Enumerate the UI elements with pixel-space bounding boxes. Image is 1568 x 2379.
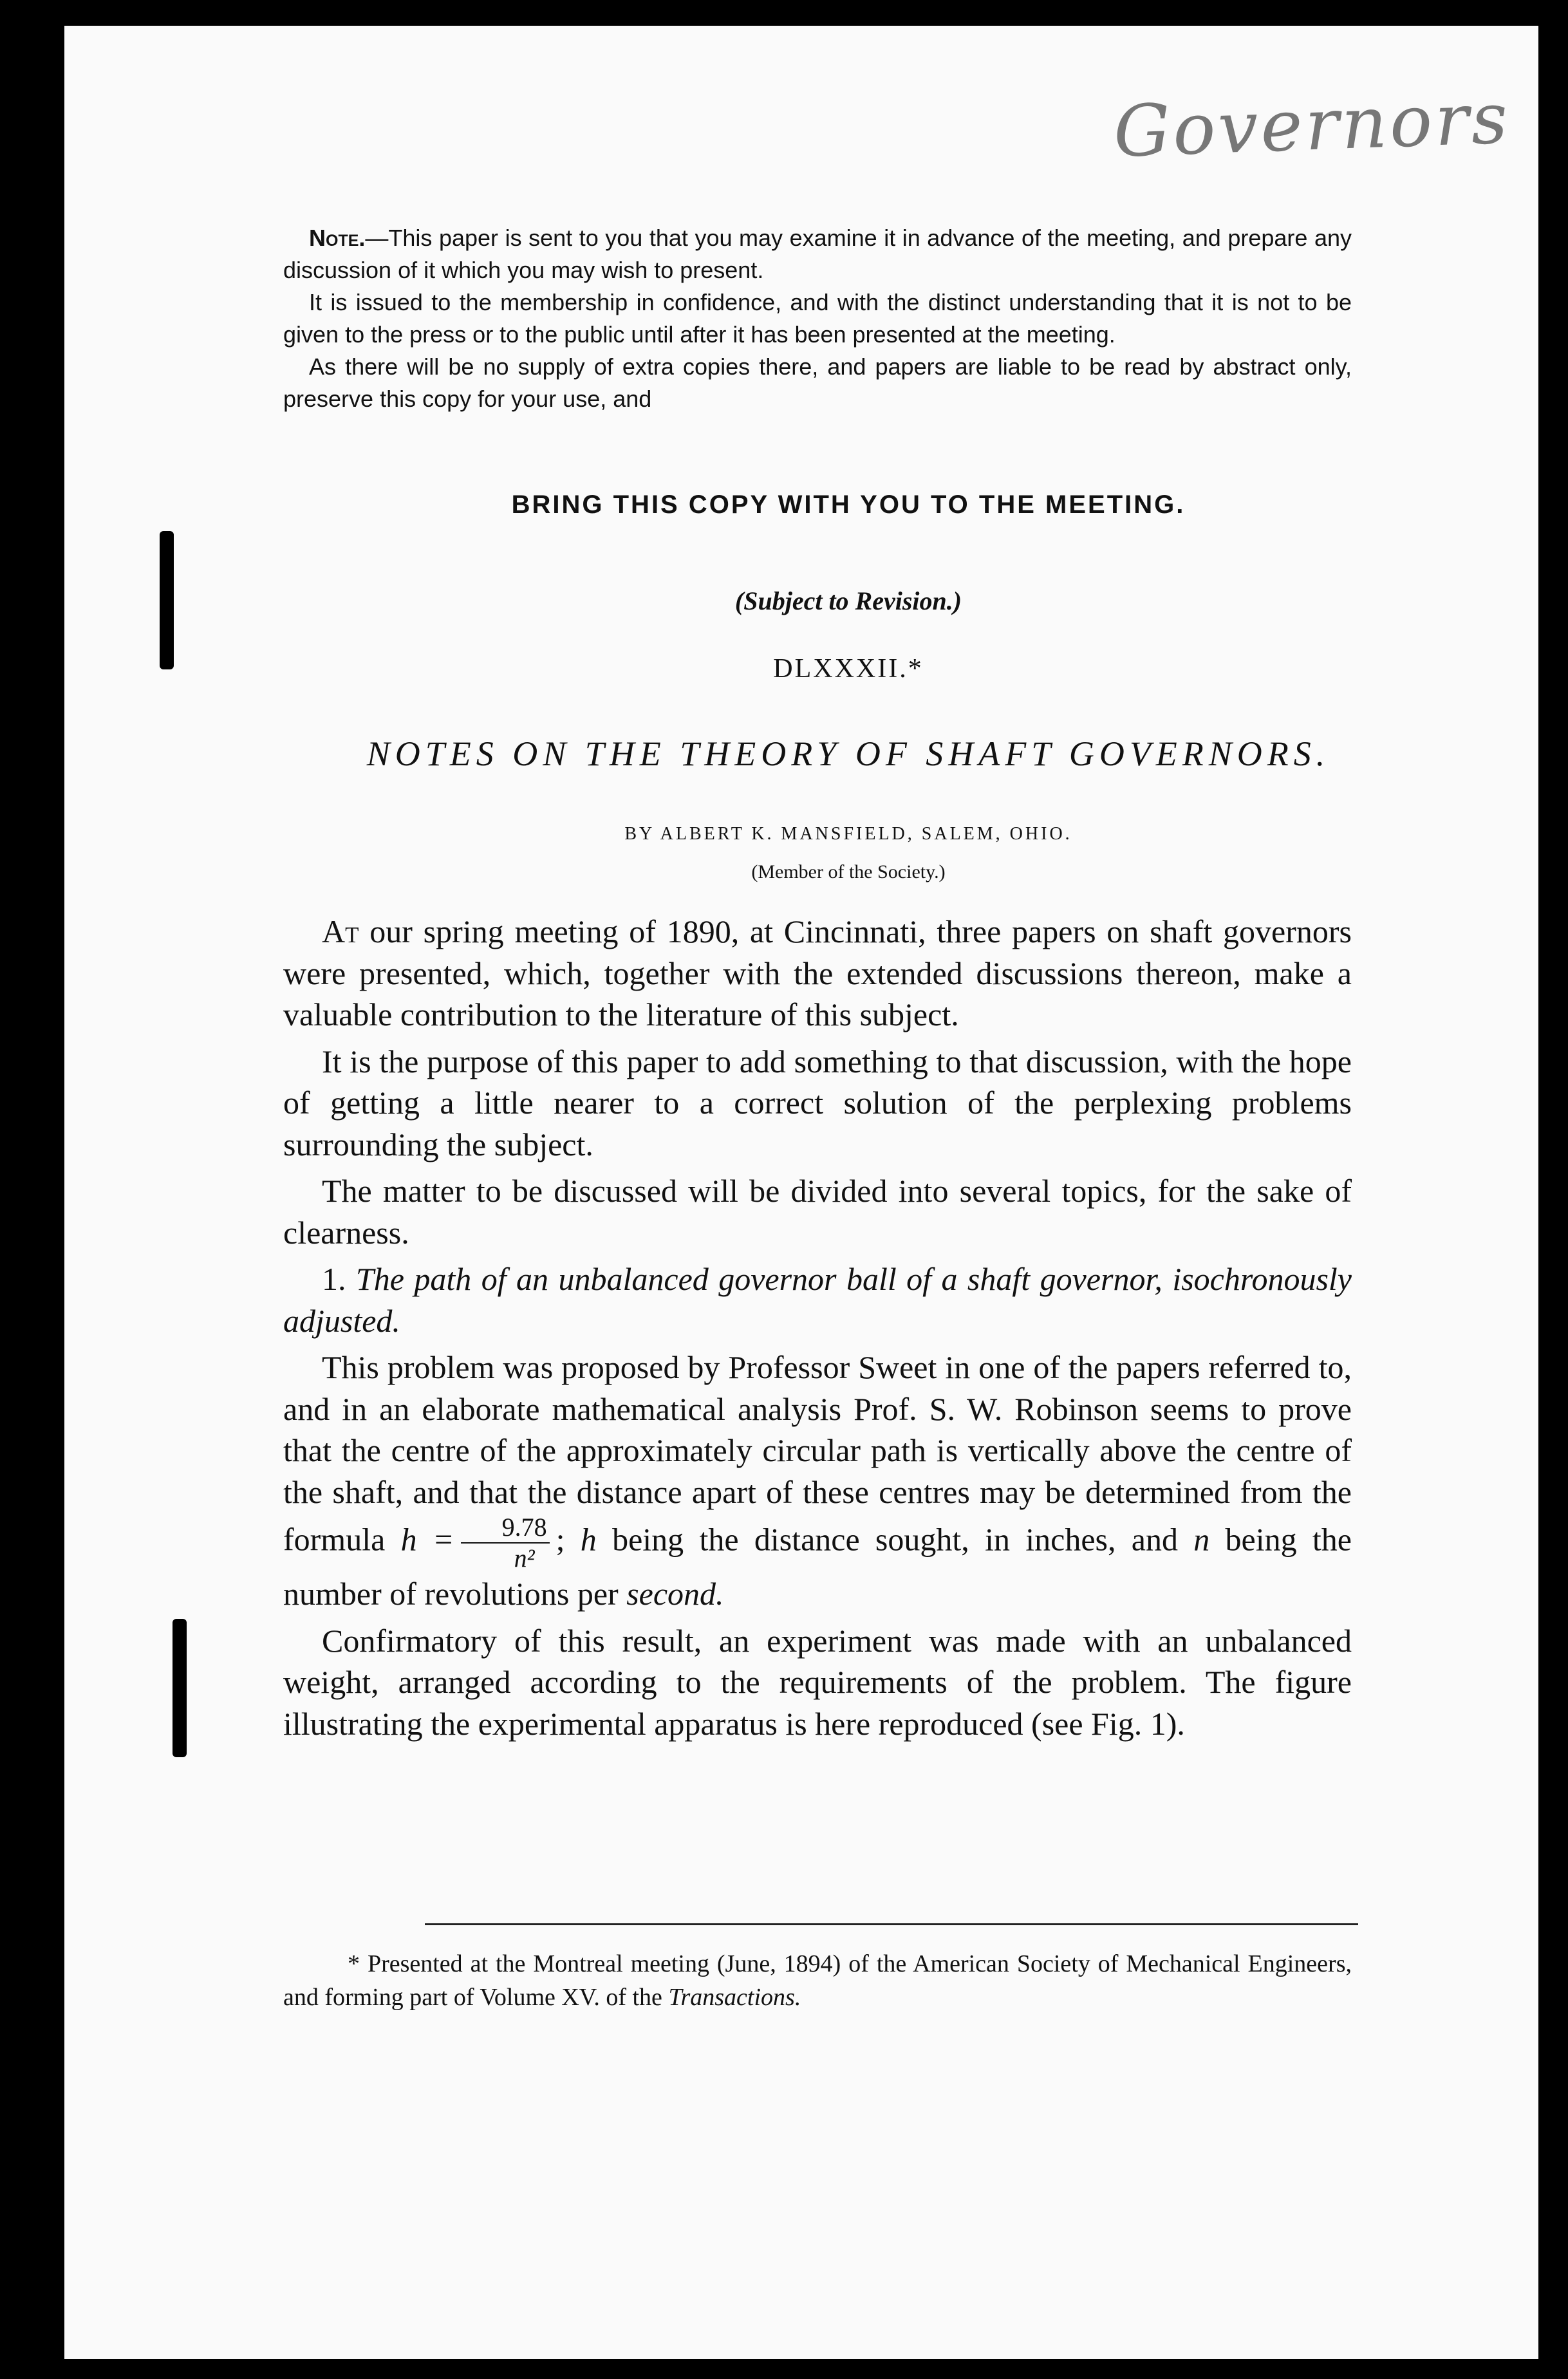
footnote-rule bbox=[425, 1923, 1358, 1925]
body-paragraph: This problem was proposed by Professor Sweet in one of the papers referred to, and in an elaborate mathematical analysis Prof. S. W. Robinson seems to prove that the centre of the approximately circular path is vertically above the centre of the shaft, and that the distance apart of these centres may be determined from the formula h = $\frac{9.78}{\text{n²}}$ ; h being the distance sought, in inches, and n being the number of revolutions per second. bbox=[283, 1349, 1352, 1612]
formula-lhs: h = bbox=[400, 1521, 454, 1558]
body-paragraph: Confirmatory of this result, an experiment was made with an unbalanced weight, arranged according to the requirements of the problem. The figure illustrating the experimental apparatus is here reproduced (see Fig. 1). bbox=[283, 1622, 1352, 1742]
body-paragraph: It is the purpose of this paper to add something to that discussion, with the hope of getting a little nearer to a correct solution of the perplexing problems surrounding the subject. bbox=[283, 1043, 1352, 1162]
footnote bbox=[283, 1947, 1352, 2014]
advance-notice bbox=[283, 222, 1352, 415]
notice-paragraph: As there will be no supply of extra copies there, and papers are liable to be read by abstract only, preserve this copy for your use, and bbox=[283, 353, 1352, 412]
body-paragraph: At our spring meeting of 1890, at Cincinnati, three papers on shaft governors were presented, which, together with the extended discussions thereon, make a valuable contribution to the literature of this subject. bbox=[283, 913, 1352, 1032]
body-paragraph: The matter to be discussed will be divided into several topics, for the sake of clearness. bbox=[283, 1173, 1352, 1251]
author-membership: (Member of the Society.) bbox=[751, 861, 946, 882]
notice-paragraph: It is issued to the membership in confidence, and with the distinct understanding that it is not to be given to the press or to the public until after it has been presented at the meeting. bbox=[283, 289, 1352, 348]
margin-bar-mark bbox=[173, 1619, 187, 1757]
notice-lead: Note. bbox=[309, 225, 366, 251]
notice-paragraph: Note.—This paper is sent to you that you may examine it in advance of the meeting, and prepare any discussion of it which you may wish to present. bbox=[283, 225, 1352, 283]
footnote-text: * Presented at the Montreal meeting (June, 1894) of the American Society of Mechanical Engineers, and forming part of Volume XV. of the Transactions. bbox=[283, 1950, 1352, 2011]
paper-page bbox=[64, 26, 1538, 2359]
body-text bbox=[283, 911, 1352, 1744]
paper-number: DLXXXII.* bbox=[773, 654, 924, 684]
formula-numerator: 9.78 bbox=[461, 1513, 550, 1544]
author-byline: BY ALBERT K. MANSFIELD, SALEM, OHIO. bbox=[624, 824, 1072, 844]
section-heading: 1. The path of an unbalanced governor ball of a shaft governor, isochronously adjusted. bbox=[283, 1261, 1352, 1339]
formula-denominator: n² bbox=[514, 1544, 535, 1572]
formula-fraction bbox=[461, 1513, 550, 1573]
subject-to-revision: (Subject to Revision.) bbox=[734, 586, 962, 615]
paper-title: NOTES ON THE THEORY OF SHAFT GOVERNORS. bbox=[366, 734, 1330, 773]
bring-copy-notice: BRING THIS COPY WITH YOU TO THE MEETING. bbox=[511, 490, 1186, 519]
handwritten-margin-note: Governors bbox=[1112, 77, 1512, 173]
